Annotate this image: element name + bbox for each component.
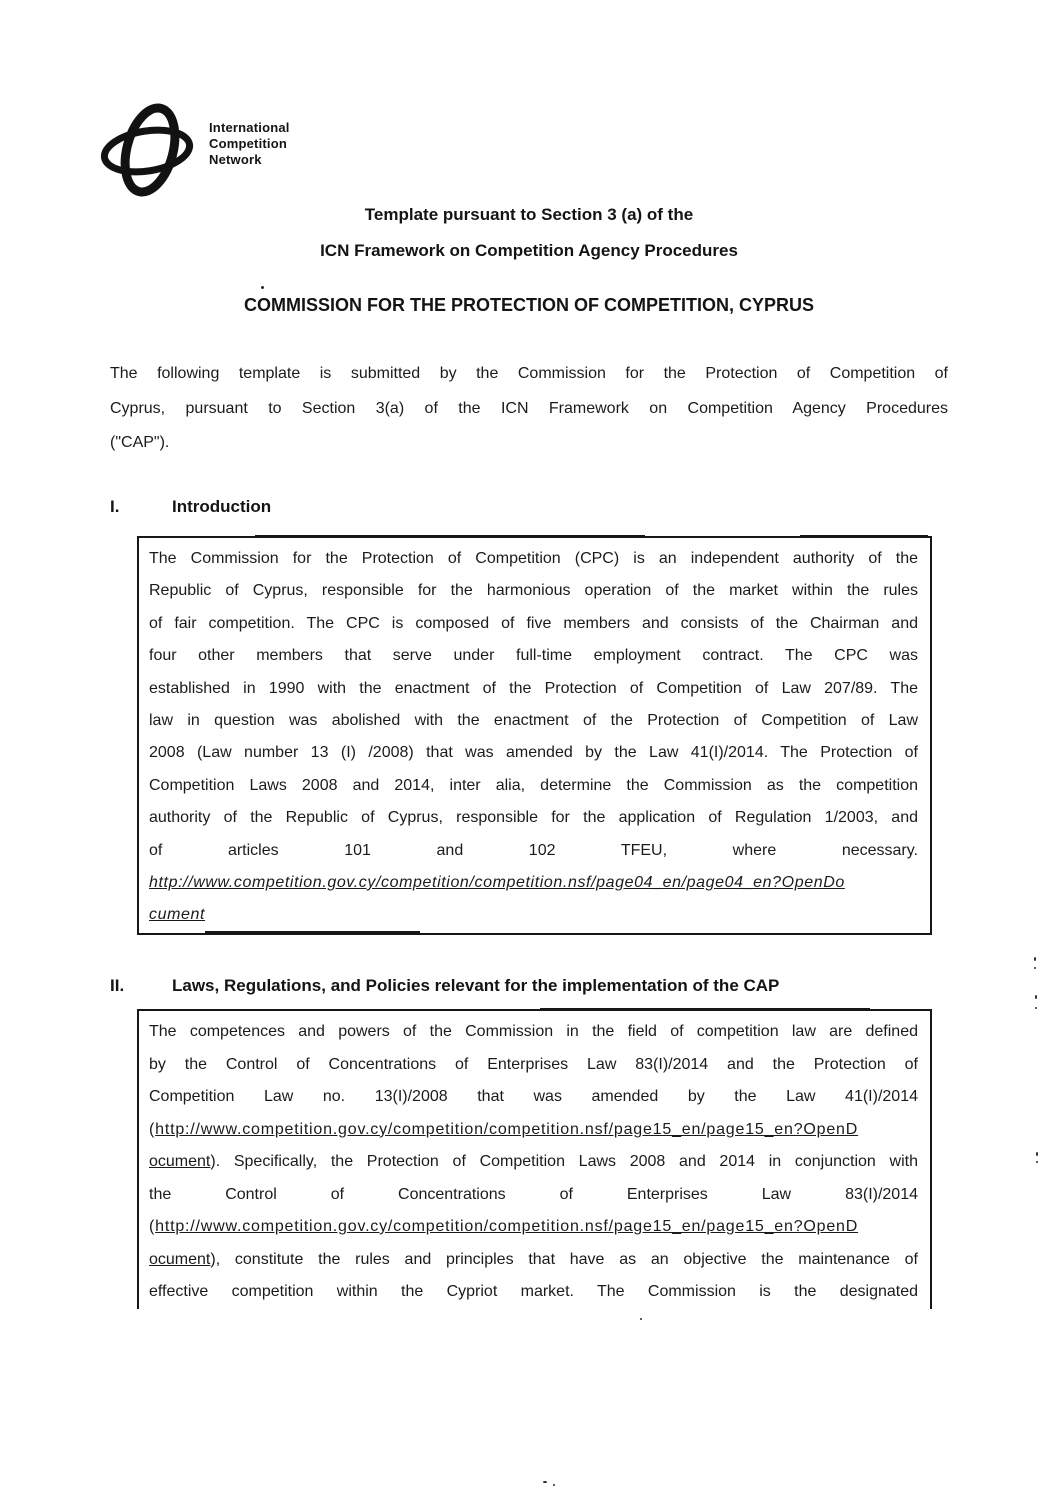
section-title: Introduction	[172, 497, 272, 516]
link-paren: (	[149, 1218, 156, 1235]
logo-word: Competition	[209, 136, 288, 151]
hyperlink-text: http://www.competition.gov.cy/competition/competition.nsf/page15_en/page15_en?OpenD	[155, 1120, 859, 1138]
scan-smudge	[800, 535, 928, 538]
document-title	[0, 205, 1058, 261]
box-text-line: established in 1990 with the enactment of the Protection of Competition of Law 207/89. The	[149, 679, 918, 697]
hyperlink-text	[149, 867, 918, 899]
box-text-line: The competences and powers of the Commission in the field of competition law are defined	[149, 1023, 918, 1040]
scan-artifact	[261, 286, 264, 289]
section-heading-laws	[110, 976, 779, 996]
scan-artifact	[1036, 1161, 1038, 1163]
logo-word: International	[209, 120, 290, 135]
title-line-2: ICN Framework on Competition Agency Procedures	[320, 241, 738, 260]
hyperlink-text	[149, 1114, 918, 1147]
box-text-line	[149, 1244, 918, 1277]
agency-heading: COMMISSION FOR THE PROTECTION OF COMPETITION, CYPRUS	[243, 295, 814, 315]
scan-artifact	[553, 1484, 555, 1486]
icn-logo-icon	[96, 94, 200, 211]
scan-artifact	[1035, 1007, 1037, 1009]
intro-line: Cyprus, pursuant to Section 3(a) of the ICN Framework on Competition Agency Procedures	[110, 399, 948, 417]
section-number: I.	[110, 497, 120, 516]
box-text-line: four other members that serve under full-time employment contract. The CPC was	[149, 647, 918, 665]
box-text-line: the Control of Concentrations of Enterprises Law 83(I)/2014	[149, 1185, 918, 1203]
hyperlink-text: http://www.competition.gov.cy/competition/competition.nsf/page04_en/page04_en?OpenDo	[149, 873, 845, 891]
scan-artifact	[543, 1481, 547, 1483]
intro-paragraph	[110, 357, 948, 461]
logo-word: Network	[209, 152, 262, 167]
hyperlink-text: cument	[149, 906, 206, 924]
hyperlink-text: ocument	[149, 1153, 211, 1170]
laws-text-box	[137, 1009, 932, 1309]
introduction-text-box	[137, 536, 932, 935]
box-text-line: law in question was abolished with the enactment of the Protection of Competition of Law	[149, 711, 918, 729]
box-text-line: 2008 (Law number 13 (I) /2008) that was amended by the Law 41(I)/2014. The Protection of	[149, 744, 918, 762]
box-text-line: by the Control of Concentrations of Enterprises Law 83(I)/2014 and the Protection of	[149, 1055, 918, 1073]
intro-line: ("CAP").	[110, 434, 170, 452]
box-text-line: of articles 101 and 102 TFEU, where necessary.	[149, 841, 918, 859]
intro-line: The following template is submitted by the Commission for the Protection of Competition of	[110, 365, 948, 382]
section-heading-introduction	[110, 497, 271, 517]
box-text-line	[149, 1146, 918, 1179]
hyperlink-text: http://www.competition.gov.cy/competition/competition.nsf/page15_en/page15_en?OpenD	[155, 1218, 859, 1235]
box-text-line: authority of the Republic of Cyprus, responsible for the application of Regulation 1/2003, and	[149, 809, 918, 827]
scan-smudge	[255, 535, 645, 539]
scan-smudge	[205, 931, 420, 935]
hyperlink-text	[149, 899, 918, 931]
scan-artifact	[1034, 957, 1036, 961]
box-text-line: Republic of Cyprus, responsible for the harmonious operation of the market within the rules	[149, 582, 918, 600]
box-text: ). Specifically, the Protection of Competition Laws 2008 and 2014 in conjunction with	[210, 1153, 918, 1170]
scan-artifact	[1035, 995, 1037, 999]
hyperlink-text: ocument	[149, 1250, 211, 1268]
box-text-line: Competition Law no. 13(I)/2008 that was amended by the Law 41(I)/2014	[149, 1088, 918, 1105]
box-text-line: of fair competition. The CPC is composed of five members and consists of the Chairman and	[149, 614, 918, 632]
box-text-line: The Commission for the Protection of Competition (CPC) is an independent authority of the	[149, 550, 918, 567]
hyperlink-text	[149, 1211, 918, 1244]
scan-smudge	[540, 1008, 870, 1012]
scan-artifact	[1034, 967, 1036, 969]
scan-artifact	[640, 1318, 642, 1320]
icn-logo-wordmark	[209, 120, 290, 168]
scan-artifact	[1036, 1152, 1038, 1156]
box-text: ), constitute the rules and principles that have as an objective the maintenance of	[210, 1250, 918, 1268]
section-number: II.	[110, 976, 125, 995]
section-title: Laws, Regulations, and Policies relevant for the implementation of the CAP	[172, 976, 780, 995]
box-text-line: effective competition within the Cypriot market. The Commission is the designated	[149, 1283, 918, 1300]
title-line-1: Template pursuant to Section 3 (a) of the	[364, 205, 694, 224]
link-paren: (	[149, 1120, 156, 1138]
box-text-line: Competition Laws 2008 and 2014, inter alia, determine the Commission as the competition	[149, 776, 918, 794]
